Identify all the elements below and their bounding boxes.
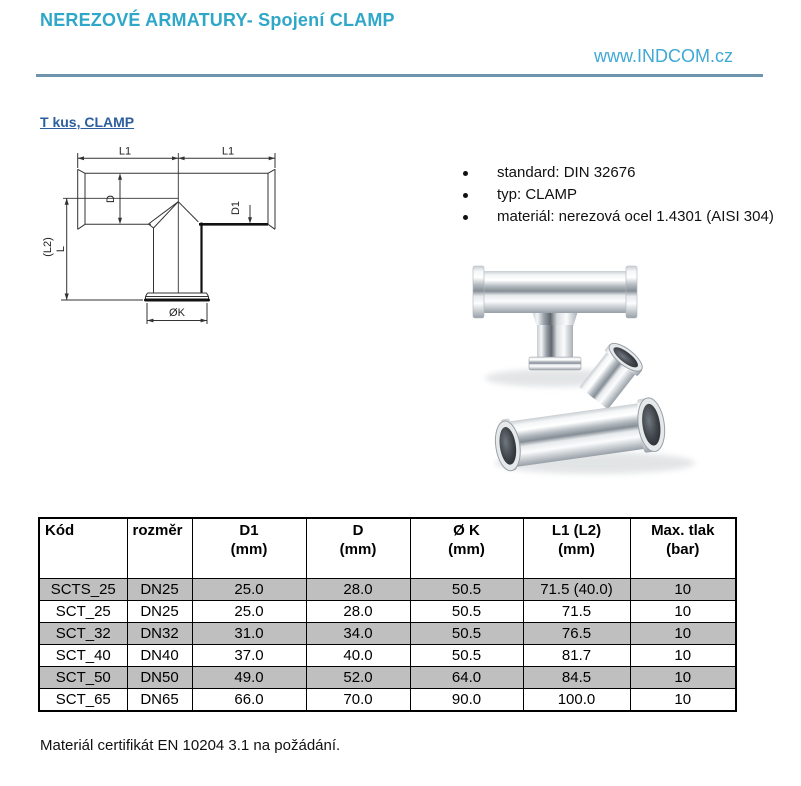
table-cell: 84.5 xyxy=(523,667,630,689)
col-header-d1: D1 (mm) xyxy=(192,518,306,579)
table-cell: 25.0 xyxy=(192,601,306,623)
website-link[interactable]: www.INDCOM.cz xyxy=(594,46,733,66)
spec-text: materiál: nerezová ocel 1.4301 (AISI 304) xyxy=(497,208,774,225)
page-title: NEREZOVÉ ARMATURY- Spojení CLAMP xyxy=(40,10,395,30)
table-cell: 28.0 xyxy=(306,579,410,601)
header-divider xyxy=(36,74,763,77)
table-cell: 90.0 xyxy=(410,689,523,712)
table-cell: 66.0 xyxy=(192,689,306,712)
table-cell: 10 xyxy=(630,645,736,667)
dim-label-l1-right: L1 xyxy=(221,145,235,158)
spec-list xyxy=(455,162,795,228)
col-header-max-tlak: Max. tlak (bar) xyxy=(630,518,736,579)
table-body xyxy=(39,579,736,712)
dim-label-d: D xyxy=(105,195,117,203)
table-cell: 25.0 xyxy=(192,579,306,601)
table-cell: 52.0 xyxy=(306,667,410,689)
col-header-kod: Kód xyxy=(39,518,127,579)
product-photo xyxy=(440,245,720,485)
dim-label-l: L xyxy=(55,245,67,253)
col-header-d: D (mm) xyxy=(306,518,410,579)
bullet-icon xyxy=(463,171,468,176)
table-cell: DN50 xyxy=(127,667,192,689)
table-cell: SCT_65 xyxy=(39,689,127,712)
table-cell: 71.5 xyxy=(523,601,630,623)
table-cell: 71.5 (40.0) xyxy=(523,579,630,601)
table-row xyxy=(39,689,736,712)
table-cell: DN25 xyxy=(127,601,192,623)
table-cell: 10 xyxy=(630,689,736,712)
dim-label-l2: (L2) xyxy=(42,237,54,257)
table-cell: 10 xyxy=(630,667,736,689)
spec-item xyxy=(455,162,795,184)
spec-item xyxy=(455,184,795,206)
table-cell: 50.5 xyxy=(410,601,523,623)
table-cell: 10 xyxy=(630,623,736,645)
section-link-t-kus[interactable]: T kus, CLAMP xyxy=(40,114,135,130)
spec-item xyxy=(455,206,795,228)
table-cell: 64.0 xyxy=(410,667,523,689)
table-cell: 49.0 xyxy=(192,667,306,689)
table-row xyxy=(39,645,736,667)
table-cell: 10 xyxy=(630,579,736,601)
table-cell: SCT_40 xyxy=(39,645,127,667)
bullet-icon xyxy=(463,193,468,198)
table-cell: 81.7 xyxy=(523,645,630,667)
table-cell: 40.0 xyxy=(306,645,410,667)
dim-label-k: ØK xyxy=(169,307,185,319)
table-row xyxy=(39,601,736,623)
table-cell: DN25 xyxy=(127,579,192,601)
technical-drawing xyxy=(38,143,282,333)
table-cell: 70.0 xyxy=(306,689,410,712)
table-cell: 10 xyxy=(630,601,736,623)
dim-label-l1-left: L1 xyxy=(118,145,132,158)
table-cell: 34.0 xyxy=(306,623,410,645)
table-cell: SCT_50 xyxy=(39,667,127,689)
table-row xyxy=(39,667,736,689)
table-header-row xyxy=(39,518,736,579)
table-cell: 31.0 xyxy=(192,623,306,645)
table-cell: 76.5 xyxy=(523,623,630,645)
spec-text: typ: CLAMP xyxy=(497,186,578,203)
col-header-rozmer: rozměr xyxy=(127,518,192,579)
footer-note: Materiál certifikát EN 10204 3.1 na požádání. xyxy=(40,737,341,754)
table-cell: DN40 xyxy=(127,645,192,667)
table-cell: SCTS_25 xyxy=(39,579,127,601)
table-cell: DN65 xyxy=(127,689,192,712)
table-cell: 100.0 xyxy=(523,689,630,712)
dimensions-table xyxy=(38,517,737,712)
table-cell: 37.0 xyxy=(192,645,306,667)
spec-text: standard: DIN 32676 xyxy=(497,164,636,181)
table-row xyxy=(39,623,736,645)
table-cell: 28.0 xyxy=(306,601,410,623)
table-cell: SCT_32 xyxy=(39,623,127,645)
col-header-k: Ø K (mm) xyxy=(410,518,523,579)
dim-label-d1: D1 xyxy=(230,200,242,216)
bullet-icon xyxy=(463,215,468,220)
table-cell: 50.5 xyxy=(410,645,523,667)
table-cell: 50.5 xyxy=(410,623,523,645)
table-cell: 50.5 xyxy=(410,579,523,601)
table-cell: SCT_25 xyxy=(39,601,127,623)
col-header-l1-l2: L1 (L2) (mm) xyxy=(523,518,630,579)
table-cell: DN32 xyxy=(127,623,192,645)
table-row xyxy=(39,579,736,601)
